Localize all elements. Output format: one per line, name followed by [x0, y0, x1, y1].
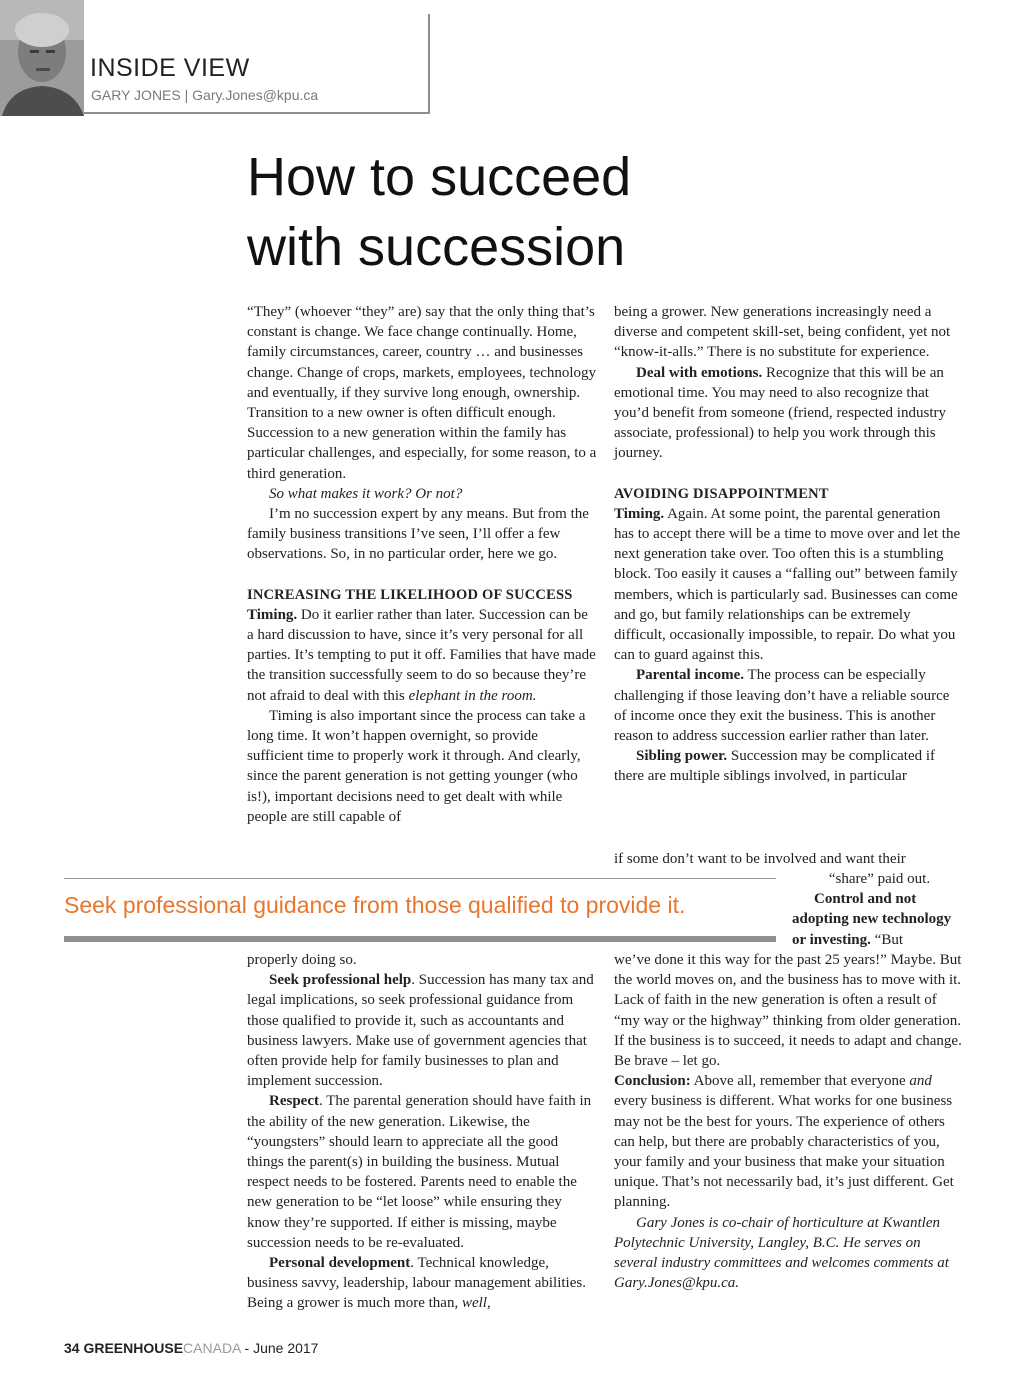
sibling-lead: Sibling power. [636, 748, 728, 765]
conclusion-text-1: Above all, remember that everyone [690, 1073, 910, 1090]
pd-lead: Personal development [269, 1255, 411, 1272]
personal-development-paragraph [247, 1253, 597, 1314]
sibling-paragraph [614, 746, 964, 786]
column-label: INSIDE VIEW [90, 54, 250, 82]
author-bio [614, 1213, 964, 1294]
timing-again-text: Again. At some point, the parental generation has to accept there will be a time to move over and let the next generation take over. Too often this is a stumbling block. Too easily it causes a “falling out” between family members, which is particularly sad. Businesses can come and go, but family relationships can be extremely difficult, occasionally impossible, to repair. Do what you can to guard against this. [614, 505, 961, 664]
conclusion-paragraph [614, 1071, 964, 1212]
issue-date: - June 2017 [244, 1340, 319, 1356]
title-line-2: with succession [247, 217, 626, 277]
magazine-name: GREENHOUSE [83, 1340, 184, 1356]
section-heading-success: INCREASING THE LIKELIHOOD OF SUCCESS [247, 586, 573, 603]
article-column-left-bottom [247, 950, 597, 1314]
page-footer [64, 1340, 318, 1356]
article-column-right-top [614, 302, 964, 787]
page-number: 34 [64, 1340, 80, 1356]
intro-paragraph: “They” (whoever “they” are) say that the only thing that’s constant is change. We face change continually. Home, family circumstances, career, country … and businesses change. Change of crops, markets, employees, technology and eventually, if they survive long enough, ownership. Transition to a new owner is often difficult enough. Succession to a new generation within the family has particular challenges, and especially, for some reason, to a third generation. [247, 304, 597, 482]
author-photo [0, 0, 84, 116]
control-paragraph [792, 889, 967, 950]
magazine-name-suffix: CANADA [183, 1340, 241, 1356]
grower-paragraph: being a grower. New generations increasingly need a diverse and competent skill-set, being confident, yet not “know-it-alls.” There is no substitute for experience. [614, 304, 951, 361]
question-text: So what makes it work? Or not? [269, 485, 463, 502]
emotions-paragraph [614, 363, 964, 464]
pull-quote: Seek professional guidance from those qualified to provide it. [64, 892, 686, 918]
author-byline: GARY JONES | Gary.Jones@kpu.ca [91, 87, 319, 103]
continuation-text: properly doing so. [247, 952, 357, 968]
pd-text: . Technical knowledge, business savvy, leadership, labour management abilities. Being a grower is much more than, [247, 1255, 586, 1312]
page-title [247, 142, 767, 282]
timing-text: Do it earlier rather than later. Succession can be a hard discussion to have, since it’s very personal for all parties. It’s tempting to put it off. Families that have made the transition successfully seem to do so because they’re not afraid to deal with this [247, 606, 596, 704]
sibling-continuation-text: if some don’t want to be involved and want their [614, 851, 906, 867]
timing-lead: Timing. [247, 606, 298, 623]
share-paid-out-text: “share” paid out. [828, 871, 931, 887]
section-heading-disappointment: AVOIDING DISAPPOINTMENT [614, 485, 829, 502]
timing-again-lead: Timing. [614, 505, 665, 522]
world-moves-paragraph: we’ve done it this way for the past 25 years!” Maybe. But the world moves on, and the business has to move with it. Lack of faith in the new generation is often a result of “my way or the highway” thinking from older generation. If the business is to succeed, it needs to adapt and change. Be brave – let go. [614, 952, 962, 1070]
article-column-right-bottom [614, 950, 964, 1293]
wrap-text-block [792, 869, 967, 950]
pull-quote-bottom-rule [64, 936, 776, 942]
author-bio-text: Gary Jones is co-chair of horticulture at Kwantlen Polytechnic University, Langley, B.C. He serves on several industry committees and welcomes comments at Gary.Jones@kpu.ca. [614, 1214, 949, 1292]
conclusion-text-2: every business is different. What works for one business may not be the best for yours. The experience of others can help, but there are probably characteristics of you, your family and your business that make your situation unique. That’s not necessarily bad, it’s just different. Get planning. [614, 1093, 954, 1211]
sibling-text: Succession may be complicated if there are multiple siblings involved, in particular [614, 748, 936, 785]
timing-again-paragraph [614, 504, 964, 666]
control-text: “But [870, 931, 903, 948]
help-lead: Seek professional help [269, 972, 412, 989]
timing-em: elephant in the room. [408, 687, 537, 704]
professional-help-paragraph [247, 970, 597, 1091]
question-paragraph [247, 484, 597, 504]
title-line-1: How to succeed [247, 147, 632, 207]
control-lead: Control and not adopting new technology or investing. [792, 891, 952, 948]
income-lead: Parental income. [636, 667, 745, 684]
timing-important-paragraph: Timing is also important since the process can take a long time. It won’t happen overnight, so provide sufficient time to properly work it through. And clearly, since the parent generation is not getting younger (who is!), important decisions need to get dealt with while people are still capable of [247, 707, 586, 825]
conclusion-lead: Conclusion: [614, 1073, 691, 1090]
income-text: The process can be especially challenging if those leaving don’t have a reliable source of income once they exit the business. This is another reason to address succession earlier rather than later. [614, 667, 950, 745]
conclusion-em: and [909, 1073, 932, 1090]
respect-paragraph [247, 1091, 597, 1253]
respect-text: . The parental generation should have faith in the ability of the new generation. Likewise, the “youngsters” should learn to appreciate all the good things the parent(s) in building the business. Mutual respect needs to be fostered. Parents need to enable the new generation to be “let loose” while ensuring they know they’re supported. If either is missing, maybe succession needs to be re-evaluated. [247, 1093, 592, 1251]
observations-paragraph: I’m no succession expert by any means. But from the family business transitions I’ve seen, I’ll offer a few observations. So, in no particular order, here we go. [247, 506, 589, 563]
respect-lead: Respect [269, 1093, 319, 1110]
author-portrait-icon [0, 0, 84, 116]
article-column-left-top [247, 302, 597, 827]
pull-quote-top-rule [64, 878, 776, 879]
pd-em: well, [461, 1295, 491, 1312]
emotions-text: Recognize that this will be an emotional time. You may need to also recognize that you’d benefit from someone (friend, respected industry associate, professional) to help you work through this journey. [614, 364, 946, 462]
help-text: . Succession has many tax and legal implications, so seek professional guidance from those qualified to provide it, such as accountants and business lawyers. Make use of government agencies that often provide help for family businesses to plan and implement succession. [247, 972, 594, 1090]
income-paragraph [614, 665, 964, 746]
emotions-lead: Deal with emotions. [636, 364, 763, 381]
sibling-continuation [614, 849, 964, 869]
timing-paragraph [247, 605, 597, 706]
